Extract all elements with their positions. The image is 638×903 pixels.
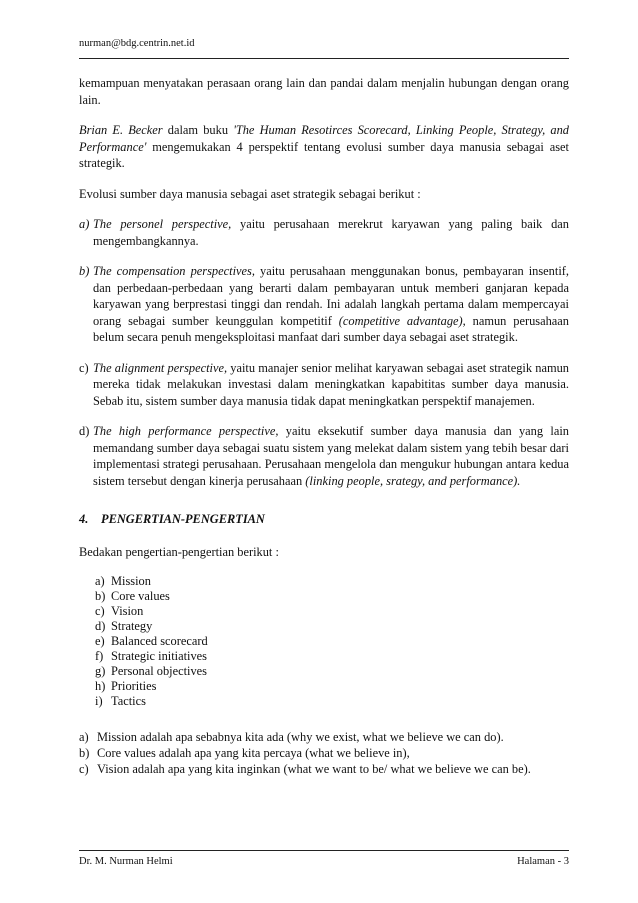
term-label: Tactics — [111, 694, 146, 708]
perspective-b-marker: b) — [79, 264, 90, 278]
term-marker: e) — [95, 634, 105, 648]
intro-continuation: kemampuan menyatakan perasaan orang lain dan pandai dalam menjalin hubungan dengan orang lain. — [79, 76, 569, 107]
perspective-a-title: The personel perspective, — [93, 217, 232, 231]
header-email: nurman@bdg.centrin.net.id — [79, 38, 195, 49]
term-label: Core values — [111, 589, 170, 603]
term-item — [95, 694, 569, 709]
definition-marker: c) — [79, 762, 89, 776]
perspective-d-emph: (linking people, srategy, and performance). — [305, 473, 521, 488]
becker-paragraph — [79, 122, 569, 172]
footer-rule — [79, 850, 569, 851]
perspective-b-title: The compensation perspectives, — [93, 264, 255, 278]
perspective-b-tail: namun perusahaan belum secara penuh mengeksploitasi manfaat dari sumber daya sebagai aset strategik. — [93, 313, 569, 344]
term-item — [95, 634, 569, 649]
term-label: Strategy — [111, 619, 153, 633]
definition-text: Vision adalah apa yang kita inginkan (what we want to be/ what we believe we can be). — [97, 762, 531, 776]
term-marker: h) — [95, 679, 106, 693]
terms-list — [95, 574, 569, 709]
definition-item — [79, 745, 569, 761]
section-4-title: PENGERTIAN-PENGERTIAN — [101, 512, 265, 526]
perspective-b-text: yaitu perusahaan menggunakan bonus, pembayaran insentif, dan perbedaan-perbedaan yang berarti dalam pembayaran untuk memberi ganjaran kepada karyawan yang berprestasi tinggi dan rendah. Ini adalah langkah pertama dalam mempercayai orang sebagai sumber keunggulan kompetitif — [93, 264, 569, 328]
perspective-a — [79, 216, 569, 249]
term-item — [95, 649, 569, 664]
section-4-heading — [79, 511, 569, 528]
perspective-d-text: yaitu eksekutif sumber daya manusia dan yang lain memandang sumber daya sebagai suatu sistem yang melekat dalam sistem yang tebih besar dari implementasi strategi perusahaan. Perusahaan mengelola dan mengukur hubungan antara kedua sistem tersebut dengan kinerja perusahaan — [93, 424, 569, 488]
definition-item — [79, 729, 569, 745]
section-4-number: 4. — [79, 512, 89, 526]
evolusi-intro: Evolusi sumber daya manusia sebagai aset strategik sebagai berikut : — [79, 186, 421, 201]
term-label: Strategic initiatives — [111, 649, 208, 663]
footer-author: Dr. M. Nurman Helmi — [79, 856, 173, 867]
perspective-c-title: The alignment perspective, — [93, 360, 228, 375]
perspective-c — [79, 360, 569, 410]
definition-marker: a) — [79, 730, 89, 744]
term-label: Mission — [111, 574, 151, 588]
term-item — [95, 664, 569, 679]
term-marker: b) — [95, 589, 106, 603]
term-marker: f) — [95, 649, 104, 663]
perspective-d — [79, 423, 569, 489]
becker-rest: mengemukakan 4 perspektif tentang evolusi sumber daya manusia sebagai aset strategik. — [79, 139, 569, 170]
term-marker: d) — [95, 619, 106, 633]
term-marker: c) — [95, 604, 105, 618]
term-label: Vision — [111, 604, 144, 618]
becker-name: Brian E. Becker — [79, 123, 163, 137]
perspective-a-text: yaitu perusahaan merekrut karyawan yang paling baik dan mengembangkannya. — [93, 217, 570, 248]
term-item — [95, 574, 569, 589]
perspective-c-marker: c) — [79, 360, 89, 375]
definition-marker: b) — [79, 746, 90, 760]
becker-mid: dalam buku — [162, 123, 234, 137]
term-item — [95, 679, 569, 694]
term-label: Priorities — [111, 679, 157, 693]
term-item — [95, 589, 569, 604]
definitions-list — [79, 729, 569, 777]
perspective-d-title: The high performance perspective, — [93, 424, 279, 438]
perspective-c-text: yaitu manajer senior melihat karyawan sebagai aset strategik namun mereka tidak melakukan investasi dalam meningkatkan kapabititas sumber daya manusia. Sebab itu, sistem sumber daya manusia tidak dapat meningkatkan perspektif manajemen. — [93, 360, 569, 408]
perspective-b — [79, 263, 569, 346]
page-content — [79, 75, 569, 777]
header-rule — [79, 58, 569, 59]
definition-item — [79, 761, 569, 777]
term-item — [95, 619, 569, 634]
term-marker: i) — [95, 694, 103, 708]
perspective-b-emph: (competitive advantage), — [338, 313, 466, 328]
term-label: Balanced scorecard — [111, 634, 208, 648]
term-marker: g) — [95, 664, 106, 678]
definition-text: Core values adalah apa yang kita percaya (what we believe in), — [97, 746, 410, 760]
perspective-a-marker: a) — [79, 217, 90, 231]
term-marker: a) — [95, 574, 105, 588]
footer-page-number: Halaman - 3 — [517, 856, 569, 867]
becker-book-title: 'The Human Resotirces Scorecard, Linking People, Strategy, and Performance' — [79, 123, 569, 154]
perspective-d-marker: d) — [79, 424, 90, 438]
definition-text: Mission adalah apa sebabnya kita ada (why we exist, what we believe we can do). — [97, 730, 504, 744]
term-item — [95, 604, 569, 619]
term-label: Personal objectives — [111, 664, 208, 678]
bedakan-intro: Bedakan pengertian-pengertian berikut : — [79, 544, 279, 559]
